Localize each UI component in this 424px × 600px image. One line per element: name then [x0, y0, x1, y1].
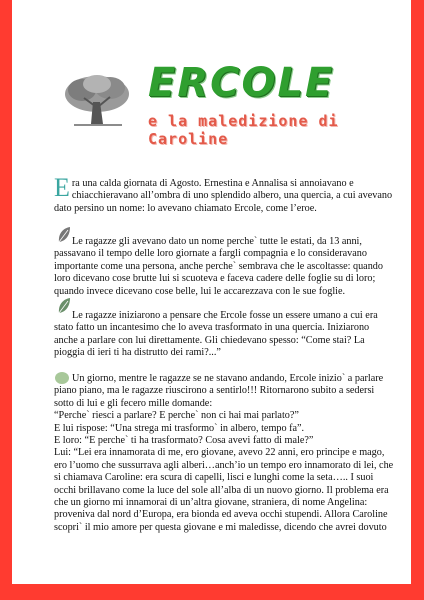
document-page [12, 0, 411, 584]
page-title: ERCOLE [148, 60, 335, 106]
paragraph-1-text: ra una calda giornata di Agosto. Ernestina e Annalisa si annoiavano e chiacchieravano all’ombra di uno splendido albero, una quercia, a cui avevano dato persino un nome: lo avevano chiamato Ercole, come l’eroe. [54, 178, 393, 214]
dialogue-line: Lui: “Lei era innamorata di me, ero giovane, avevo 22 anni, ero principe e mago, ero l’uomo che sussurrava agli alberi…anch’io un tempo ero innamorato di lei, che si chiamava Caroline: era scura di capelli, lisci e lunghi come la seta….. I suoi occhi brillavano come la luce del sole all’alba di un nuovo giorno. Il problema era che un giorno mi innamorai di un’altra giovane, straniera, di nome Angelina: proveniva dal nord d’Europa, era bionda ed aveva occhi stupendi. Allora Caroline scopri` il mio amore per questa giovane e mi maledisse, dicendo che avrei dovuto [54, 447, 394, 533]
dialogue-line: E lui rispose: “Una strega mi trasformo` in albero, tempo fa”. [54, 422, 305, 434]
paragraph-4-intro: Un giorno, mentre le ragazze se ne stavano andando, Ercole inizio` a parlare piano piano, ma le ragazze riuscirono a sentirlo!!! Ritornarono subito a sedersi sotto di lui e gli fecero mille domande: [54, 373, 384, 409]
drop-cap: E [54, 173, 70, 202]
paragraph-3 [54, 310, 394, 360]
paragraph-2 [54, 236, 394, 298]
oak-tree-illustration [62, 72, 132, 132]
dialogue-line: E loro: “E perche` ti ha trasformato? Cosa avevi fatto di male?” [54, 435, 314, 447]
page-subtitle: e la maledizione di Caroline [148, 112, 339, 148]
dialogue-line: “Perche` riesci a parlare? E perche` non ci hai mai parlato?” [54, 410, 299, 422]
paragraph-2-text: Le ragazze gli avevano dato un nome perche` tutte le estati, da 13 anni, passavano il tempo delle loro giornate a fargli compagnia e lo consideravano importante come una persona, anche perche` sembrava che le ascoltasse: quando loro dicevano cose brutte lui si scuoteva e faceva cadere delle foglie su di loro; quando invece dicevano cose belle, lui le accarezzava con le sue foglie. [54, 236, 383, 297]
paragraph-3-text: Le ragazze iniziarono a pensare che Ercole fosse un essere umano a cui era stato fatto un incantesimo che lo aveva trasformato in una quercia. Iniziarono anche a parlare con lui direttamente. Gli chiedevano spesso: “Come stai? La pioggia di ieri ti ha distrutto dei rami?...” [54, 310, 378, 359]
paragraph-4 [54, 373, 394, 534]
paragraph-1 [54, 173, 394, 215]
